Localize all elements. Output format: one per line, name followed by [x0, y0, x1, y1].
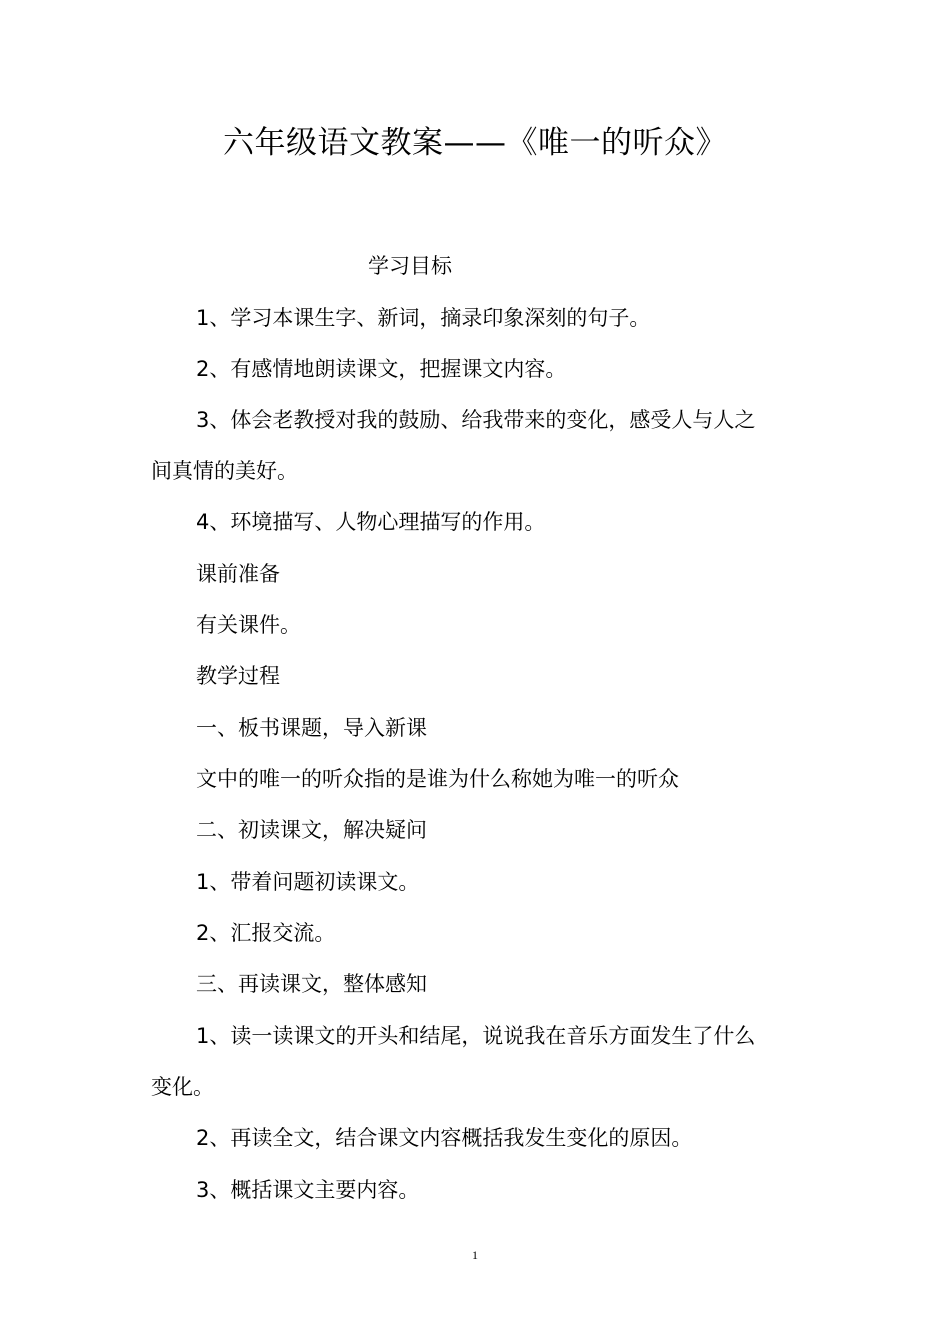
preparation-text: 有关课件。	[196, 613, 301, 637]
step-2-item-1: 1、带着问题初读课文。	[196, 870, 420, 894]
step-3-item-2: 2、再读全文，结合课文内容概括我发生变化的原因。	[196, 1126, 693, 1150]
goal-item-3-continuation: 间真情的美好。	[151, 459, 298, 483]
section-heading-preparation: 课前准备	[196, 562, 280, 586]
section-heading-learning-goals: 学习目标	[368, 254, 452, 278]
document-title: 六年级语文教案——《唯一的听众》	[223, 125, 727, 161]
step-heading-1: 一、板书课题，导入新课	[196, 716, 427, 740]
step-heading-3: 三、再读课文，整体感知	[196, 972, 427, 996]
page-number: 1	[472, 1248, 478, 1262]
step-3-item-1: 1、读一读课文的开头和结尾，说说我在音乐方面发生了什么	[196, 1024, 756, 1048]
step-3-item-1-continuation: 变化。	[151, 1075, 214, 1099]
section-heading-teaching-process: 教学过程	[196, 664, 280, 688]
step-2-item-2: 2、汇报交流。	[196, 921, 336, 945]
goal-item-2: 2、有感情地朗读课文，把握课文内容。	[196, 357, 567, 381]
goal-item-1: 1、学习本课生字、新词，摘录印象深刻的句子。	[196, 306, 651, 330]
goal-item-4: 4、环境描写、人物心理描写的作用。	[196, 510, 546, 534]
step-heading-2: 二、初读课文，解决疑问	[196, 818, 427, 842]
step-1-text: 文中的唯一的听众指的是谁为什么称她为唯一的听众	[196, 767, 679, 791]
goal-item-3: 3、体会老教授对我的鼓励、给我带来的变化，感受人与人之	[196, 408, 756, 432]
step-3-item-3: 3、概括课文主要内容。	[196, 1178, 420, 1202]
